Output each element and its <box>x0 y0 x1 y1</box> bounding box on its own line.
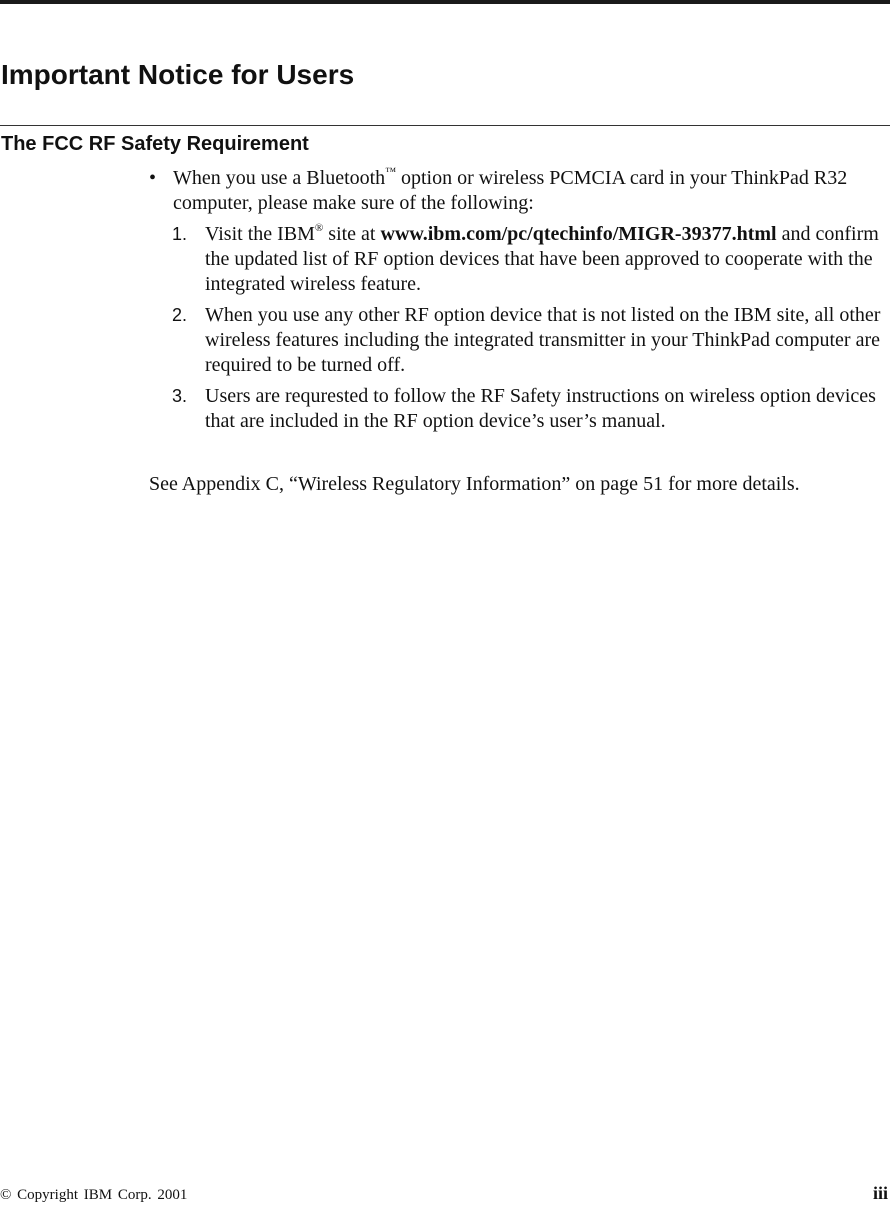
bullet-icon: • <box>149 167 157 189</box>
list-item-number: 2. <box>172 305 188 325</box>
list-item-text-end: and confirm the updated list of RF option devices that have been approved to cooperate with the integrated wireless feature. <box>205 223 879 295</box>
bullet-item <box>149 166 889 216</box>
list-item-number: 1. <box>172 224 188 244</box>
list-item <box>149 384 889 434</box>
trademark-symbol: ™ <box>385 166 396 178</box>
appendix-reference: See Appendix C, “Wireless Regulatory Information” on page 51 for more details. <box>149 473 800 495</box>
list-item <box>149 222 889 297</box>
page-title: Important Notice for Users <box>1 59 355 90</box>
list-item-text-start: Visit the IBM <box>205 223 315 245</box>
numbered-list <box>149 222 889 440</box>
bullet-text-end: option or wireless PCMCIA card in your ThinkPad R32 computer, please make sure of the following: <box>173 167 848 214</box>
page-number: iii <box>872 1183 888 1203</box>
section-heading: The FCC RF Safety Requirement <box>1 133 309 155</box>
bullet-text <box>173 166 889 216</box>
list-item-number: 3. <box>172 386 188 406</box>
ibm-url-link[interactable]: www.ibm.com/pc/qtechinfo/MIGR-39377.html <box>380 223 777 245</box>
list-item-text-mid: site at <box>323 223 381 245</box>
section-divider <box>0 125 890 126</box>
list-item <box>149 303 889 378</box>
registered-symbol: ® <box>314 222 324 234</box>
top-rule <box>0 0 890 4</box>
footer-copyright: © Copyright IBM Corp. 2001 <box>0 1187 188 1203</box>
bullet-text-start: When you use a Bluetooth <box>173 167 386 189</box>
list-item-text: When you use any other RF option device that is not listed on the IBM site, all other wireless features including the integrated transmitter in your ThinkPad computer are required to be turned off. <box>205 304 881 376</box>
list-item-text: Users are requrested to follow the RF Safety instructions on wireless option devices that are included in the RF option device’s user’s manual. <box>205 385 876 432</box>
